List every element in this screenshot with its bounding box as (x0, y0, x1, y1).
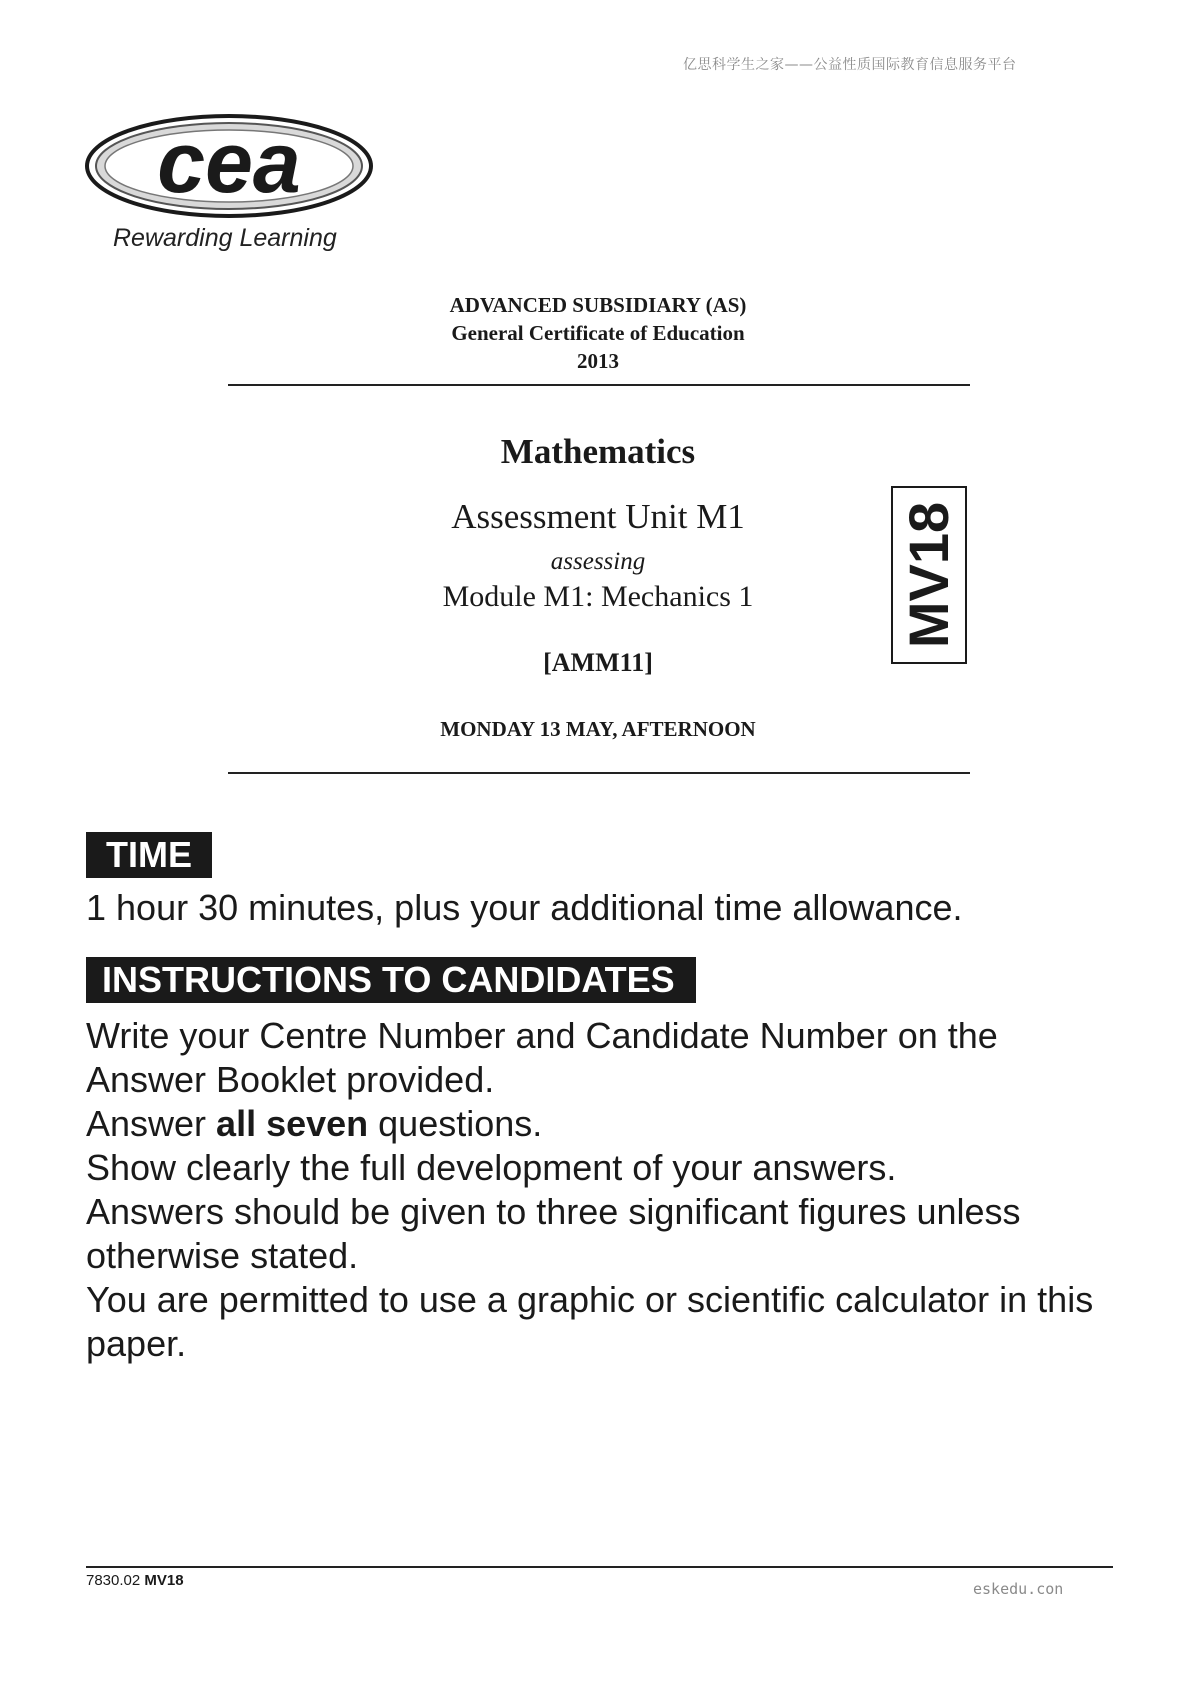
footer-divider (86, 1566, 1113, 1568)
header-divider-top (228, 384, 970, 386)
time-heading: TIME (86, 832, 212, 878)
instruction-line: Show clearly the full development of your answers. (86, 1147, 897, 1188)
instruction-line (86, 1102, 542, 1146)
module-title: Module M1: Mechanics 1 (442, 580, 754, 613)
instruction-line: You are permitted to use a graphic or scientific calculator in this (86, 1279, 1094, 1320)
instruction-line: Answer Booklet provided. (86, 1059, 495, 1100)
subject-title: Mathematics (500, 432, 696, 471)
cea-logo-mark (84, 112, 374, 220)
instruction-line: Write your Centre Number and Candidate Number on the (86, 1015, 998, 1056)
paper-code: [AMM11] (543, 648, 653, 677)
logo-wordmark: cea (157, 115, 301, 211)
instruction-emphasis: all seven (216, 1103, 369, 1144)
instruction-line: otherwise stated. (86, 1235, 359, 1276)
instruction-line: Answers should be given to three significant figures unless (86, 1191, 1021, 1232)
qualification-level: ADVANCED SUBSIDIARY (AS) (449, 293, 747, 317)
exam-year: 2013 (577, 349, 619, 373)
instructions-heading: INSTRUCTIONS TO CANDIDATES (86, 957, 696, 1003)
paper-id-box (891, 486, 967, 664)
assessing-label: assessing (550, 548, 646, 575)
instruction-text: questions. (368, 1103, 543, 1144)
time-allowance-text: 1 hour 30 minutes, plus your additional time allowance. (86, 887, 963, 928)
watermark-top: 亿思科学生之家——公益性质国际教育信息服务平台 (683, 57, 1017, 73)
exam-date: MONDAY 13 MAY, AFTERNOON (440, 717, 756, 741)
footer-ref-code: MV18 (144, 1572, 184, 1589)
footer-reference (86, 1572, 184, 1589)
assessment-unit: Assessment Unit M1 (451, 497, 745, 536)
instruction-text: Answer (86, 1103, 217, 1144)
logo-tagline: Rewarding Learning (113, 224, 337, 252)
paper-id-label: MV18 (897, 501, 960, 649)
instruction-line: paper. (86, 1323, 187, 1364)
qualification-name: General Certificate of Education (451, 321, 745, 345)
footer-ref-number: 7830.02 (86, 1572, 141, 1589)
cea-logo (84, 112, 374, 225)
watermark-bottom: eskedu.con (973, 1580, 1064, 1598)
header-divider-bottom (228, 772, 970, 774)
